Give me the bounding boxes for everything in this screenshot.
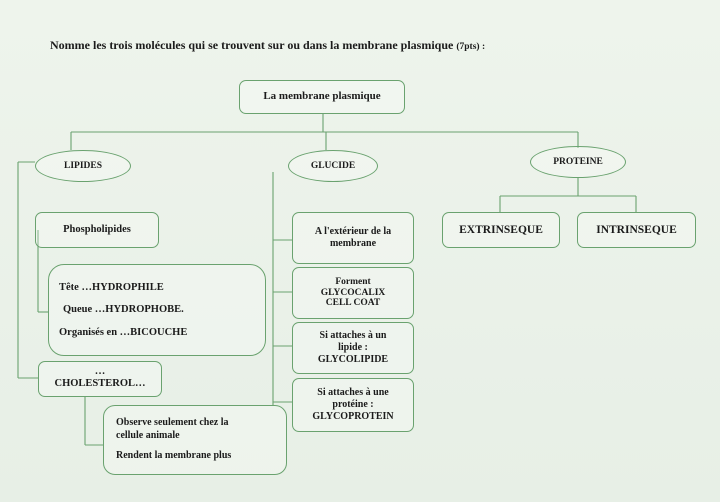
glucide-box-glycolipide	[292, 322, 414, 374]
extrinseque-label: EXTRINSEQUE	[459, 223, 543, 236]
glucide-box-2-line-3: CELL COAT	[325, 298, 381, 309]
glucide-box-2-line-1: Forment	[335, 276, 371, 287]
intrinseque-node	[577, 212, 696, 248]
note-rendent: Rendent la membrane plus	[116, 450, 232, 462]
proteine-label: PROTEINE	[553, 157, 603, 167]
glucide-box-4-line-2: protéine :	[332, 399, 374, 410]
detail-queue: Queue …HYDROPHOBE.	[63, 304, 184, 316]
intrinseque-label: INTRINSEQUE	[596, 223, 677, 236]
phospholipides-label: Phospholipides	[63, 224, 131, 236]
root-node	[239, 80, 405, 114]
extrinseque-node	[442, 212, 560, 248]
glucide-box-exterieur	[292, 212, 414, 264]
detail-tete: Tête …HYDROPHILE	[59, 282, 164, 294]
lipides-label: LIPIDES	[63, 161, 102, 171]
glucide-box-glycoprotein	[292, 378, 414, 432]
glucide-box-1-line-2: membrane	[329, 238, 377, 249]
cholesterol-node	[38, 361, 162, 397]
glucide-box-3-line-2: lipide :	[338, 342, 368, 353]
glucide-box-4-line-1: Si attaches à une	[317, 387, 389, 398]
cholesterol-notes-box	[103, 405, 287, 475]
root-label: La membrane plasmique	[263, 90, 381, 103]
glucide-box-3-line-3: GLYCOLIPIDE	[317, 354, 389, 365]
glucide-node	[288, 150, 378, 182]
phospholipides-node	[35, 212, 159, 248]
glucide-box-1-line-1: A l'extérieur de la	[314, 225, 392, 237]
glucide-label: GLUCIDE	[310, 161, 356, 171]
phospholipides-details-box	[48, 264, 266, 356]
note-cellule: cellule animale	[116, 429, 180, 441]
cholesterol-label: CHOLESTEROL…	[54, 377, 146, 389]
note-observe: Observe seulement chez la	[116, 417, 229, 429]
detail-organises: Organisés en …BICOUCHE	[59, 326, 188, 338]
lipides-node	[35, 150, 131, 182]
proteine-node	[530, 146, 626, 178]
cholesterol-dots: …	[94, 366, 106, 378]
glucide-box-2-line-2: GLYCOCALIX	[320, 287, 386, 298]
glucide-box-glycocalix	[292, 267, 414, 319]
question-points: (7pts) :	[456, 42, 486, 52]
glucide-box-3-line-1: Si attaches à un	[319, 330, 387, 341]
question-text: Nomme les trois molécules qui se trouvent sur ou dans la membrane plasmique	[50, 38, 454, 52]
glucide-box-4-line-3: GLYCOPROTEIN	[312, 411, 394, 422]
